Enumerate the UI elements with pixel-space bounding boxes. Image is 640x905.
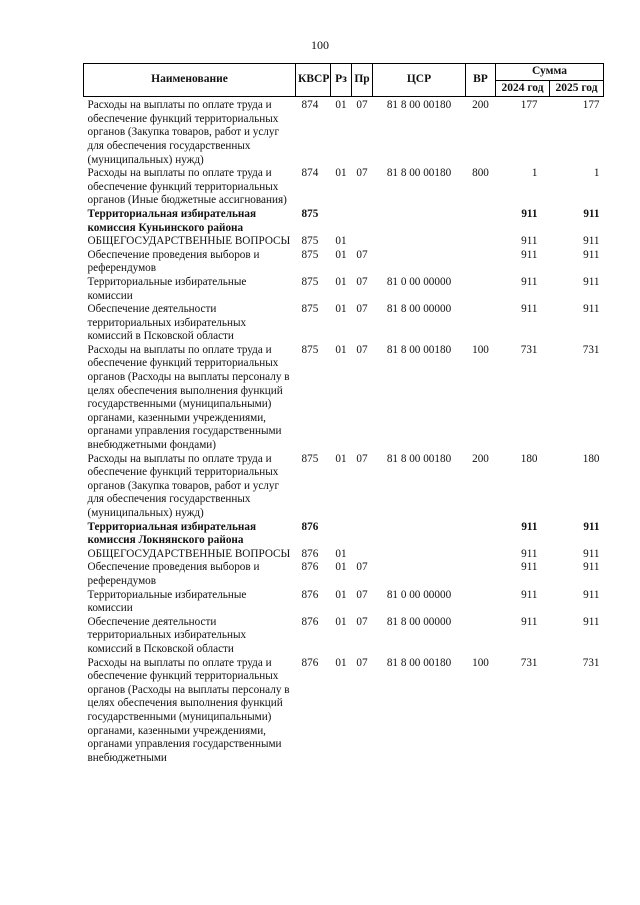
row-amount-2024: 911 <box>521 615 538 628</box>
row-amount-2024: 911 <box>521 303 538 316</box>
row-vr <box>466 249 496 276</box>
table-row <box>84 548 604 562</box>
row-amount-2025: 731 <box>582 343 600 356</box>
table-row <box>84 235 604 249</box>
row-amount-2024: 731 <box>520 343 538 356</box>
row-pr: 07 <box>356 615 368 628</box>
row-pr: 07 <box>356 99 368 112</box>
row-rz: 01 <box>335 656 347 669</box>
row-amount-2024: 177 <box>520 99 538 112</box>
row-rz: 01 <box>335 99 347 112</box>
row-vr: 100 <box>472 656 489 669</box>
row-amount-2024: 911 <box>521 235 538 248</box>
row-pr: 07 <box>356 343 368 356</box>
header-name: Наименование <box>84 64 296 97</box>
header-csr: ЦСР <box>373 64 466 97</box>
row-vr: 100 <box>472 343 489 356</box>
page-number: 100 <box>311 38 329 52</box>
row-pr: 07 <box>356 656 368 669</box>
row-rz: 01 <box>335 275 347 288</box>
row-csr: 81 8 00 00000 <box>386 615 452 628</box>
row-name: Территориальные избирательные комиссии <box>87 588 247 615</box>
row-name: Обеспечение проведения выборов и референдумов <box>87 561 260 587</box>
row-pr: 07 <box>356 561 368 574</box>
row-vr <box>466 589 496 616</box>
row-amount-2025: 911 <box>583 615 600 628</box>
row-csr: 81 8 00 00180 <box>386 656 452 669</box>
row-pr <box>352 548 373 562</box>
row-csr <box>373 249 466 276</box>
header-rz: Рз <box>331 64 352 97</box>
row-name: Территориальные избирательные комиссии <box>87 275 247 302</box>
row-amount-2024: 731 <box>520 656 538 669</box>
table-row <box>84 249 604 276</box>
row-csr: 81 8 00 00000 <box>386 303 452 316</box>
row-amount-2025: 911 <box>583 207 600 220</box>
table-body <box>84 97 604 766</box>
row-pr: 07 <box>356 248 368 261</box>
row-vr: 200 <box>472 452 489 465</box>
row-pr: 07 <box>356 275 368 288</box>
table-row <box>84 303 604 344</box>
row-amount-2024: 911 <box>521 207 538 220</box>
row-csr: 81 8 00 00180 <box>386 452 452 465</box>
row-kvsr: 875 <box>301 452 319 465</box>
row-amount-2025: 911 <box>583 547 600 560</box>
row-amount-2025: 911 <box>583 235 600 248</box>
row-amount-2024: 911 <box>521 520 538 533</box>
row-rz: 01 <box>335 452 347 465</box>
header-year-2025: 2025 год <box>550 80 604 97</box>
row-vr <box>466 561 496 588</box>
row-kvsr: 876 <box>301 520 319 533</box>
row-name: Обеспечение деятельности территориальных избирательных комиссий в Псковской области <box>87 615 247 655</box>
row-csr <box>373 521 466 548</box>
row-rz <box>331 521 352 548</box>
row-kvsr: 875 <box>301 275 319 288</box>
row-csr: 81 8 00 00180 <box>386 99 452 112</box>
header-kvsr: КВСР <box>296 64 331 97</box>
row-pr: 07 <box>356 303 368 316</box>
table-header <box>84 64 604 97</box>
row-kvsr: 876 <box>301 588 319 601</box>
header-pr: Пр <box>352 64 373 97</box>
row-pr <box>352 208 373 235</box>
row-amount-2025: 911 <box>583 520 600 533</box>
row-csr <box>373 561 466 588</box>
row-vr: 200 <box>472 99 489 112</box>
row-kvsr: 876 <box>301 561 319 574</box>
row-amount-2024: 911 <box>521 588 538 601</box>
table-row <box>84 167 604 208</box>
row-name: Расходы на выплаты по оплате труда и обеспечение функций территориальных органов (Расходы на выплаты персоналу в целях обеспечения выполнения функций государственными (муниципальными) органами, казенными учреждениями, органами управления государственными внебюджетными <box>87 656 290 764</box>
row-pr: 07 <box>356 452 368 465</box>
row-vr <box>466 276 496 303</box>
table-row <box>84 589 604 616</box>
row-kvsr: 874 <box>301 167 319 180</box>
row-kvsr: 875 <box>301 303 319 316</box>
row-rz: 01 <box>335 615 347 628</box>
row-amount-2025: 911 <box>583 275 600 288</box>
row-name: Обеспечение проведения выборов и референдумов <box>87 248 260 275</box>
table-row <box>84 561 604 588</box>
row-vr <box>466 521 496 548</box>
row-amount-2024: 180 <box>520 452 538 465</box>
row-kvsr: 876 <box>301 615 319 628</box>
row-rz: 01 <box>335 547 347 560</box>
row-kvsr: 874 <box>301 99 319 112</box>
row-rz: 01 <box>335 235 347 248</box>
row-rz <box>331 208 352 235</box>
table-row <box>84 97 604 167</box>
table-row <box>84 276 604 303</box>
header-year-2024: 2024 год <box>496 80 550 97</box>
row-rz: 01 <box>335 343 347 356</box>
budget-table <box>83 63 604 765</box>
row-amount-2025: 731 <box>582 656 600 669</box>
row-vr <box>466 616 496 657</box>
row-vr: 800 <box>472 167 489 180</box>
row-vr <box>466 235 496 249</box>
row-vr <box>466 208 496 235</box>
row-amount-2024: 911 <box>521 248 538 261</box>
row-pr: 07 <box>356 588 368 601</box>
row-name: ОБЩЕГОСУДАРСТВЕННЫЕ ВОПРОСЫ <box>87 235 291 248</box>
row-amount-2025: 1 <box>593 167 600 180</box>
row-amount-2024: 911 <box>521 561 538 574</box>
row-csr <box>373 208 466 235</box>
header-vr: ВР <box>466 64 496 97</box>
row-rz: 01 <box>335 167 347 180</box>
row-name: Расходы на выплаты по оплате труда и обеспечение функций территориальных органов (Расходы на выплаты персоналу в целях обеспечения выполнения функций государственными (муниципальными) органами, казенными учреждениями, органами управления государственными внебюджетными фондами) <box>87 343 290 452</box>
row-amount-2025: 911 <box>583 561 600 574</box>
row-name: ОБЩЕГОСУДАРСТВЕННЫЕ ВОПРОСЫ <box>87 547 291 560</box>
row-amount-2024: 911 <box>521 275 538 288</box>
row-name: Обеспечение деятельности территориальных избирательных комиссий в Псковской области <box>87 303 247 343</box>
row-kvsr: 876 <box>301 656 319 669</box>
row-vr <box>466 548 496 562</box>
row-csr: 81 0 00 00000 <box>386 275 452 288</box>
row-pr: 07 <box>356 167 368 180</box>
row-pr <box>352 235 373 249</box>
row-amount-2025: 911 <box>583 588 600 601</box>
row-rz: 01 <box>335 588 347 601</box>
row-name: Территориальная избирательная комиссия Локнянского района <box>87 520 257 547</box>
row-rz: 01 <box>335 303 347 316</box>
row-amount-2025: 911 <box>583 248 600 261</box>
row-csr <box>373 235 466 249</box>
row-csr: 81 8 00 00180 <box>386 343 452 356</box>
table-row <box>84 208 604 235</box>
header-sum: Сумма <box>496 64 604 81</box>
row-kvsr: 876 <box>301 547 319 560</box>
row-name: Расходы на выплаты по оплате труда и обеспечение функций территориальных органов (Закупка товаров, работ и услуг для обеспечения государственных (муниципальных) нужд) <box>87 99 280 166</box>
table-row <box>84 521 604 548</box>
row-csr: 81 8 00 00180 <box>386 167 452 180</box>
row-amount-2025: 177 <box>582 99 600 112</box>
row-vr <box>466 303 496 344</box>
row-amount-2024: 1 <box>531 167 538 180</box>
table-row <box>84 616 604 657</box>
row-csr: 81 0 00 00000 <box>386 588 452 601</box>
table-row <box>84 657 604 766</box>
row-rz: 01 <box>335 561 347 574</box>
row-kvsr: 875 <box>301 343 319 356</box>
row-name: Расходы на выплаты по оплате труда и обеспечение функций территориальных органов (Закупка товаров, работ и услуг для обеспечения государственных (муниципальных) нужд) <box>87 452 280 519</box>
row-kvsr: 875 <box>301 235 319 248</box>
row-csr <box>373 548 466 562</box>
row-amount-2024: 911 <box>521 547 538 560</box>
row-pr <box>352 521 373 548</box>
row-name: Территориальная избирательная комиссия Куньинского района <box>87 207 257 234</box>
row-amount-2025: 180 <box>582 452 600 465</box>
row-kvsr: 875 <box>301 207 319 220</box>
table-row <box>84 453 604 521</box>
row-amount-2025: 911 <box>583 303 600 316</box>
row-rz: 01 <box>335 248 347 261</box>
row-name: Расходы на выплаты по оплате труда и обеспечение функций территориальных органов (Иные бюджетные ассигнования) <box>87 167 287 207</box>
table-row <box>84 344 604 453</box>
row-kvsr: 875 <box>301 248 319 261</box>
